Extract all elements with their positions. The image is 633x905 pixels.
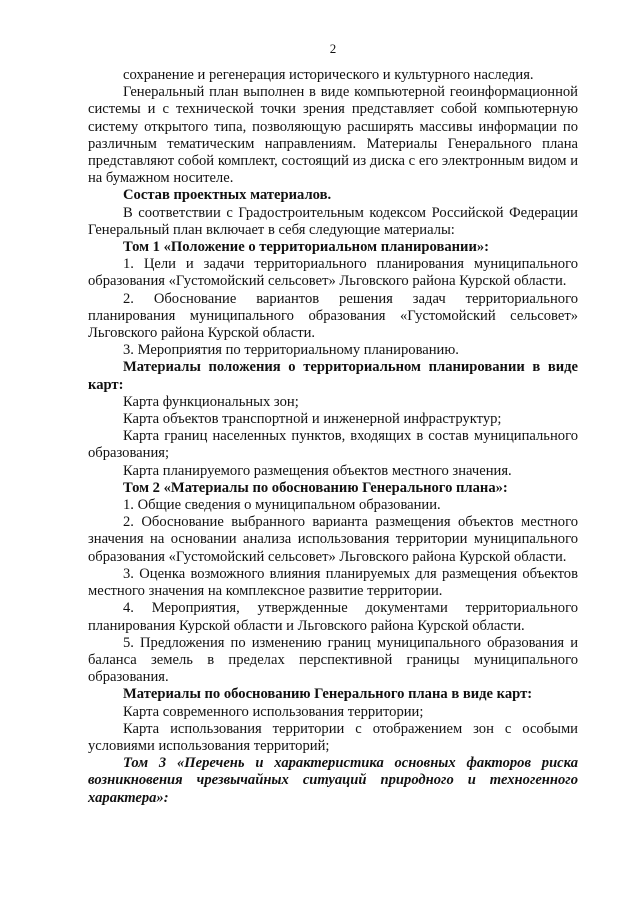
paragraph: Материалы положения о территориальном планировании в виде карт:	[88, 359, 578, 393]
document-body	[88, 67, 578, 807]
paragraph: 1. Цели и задачи территориального планирования муниципального образования «Густомойский сельсовет» Льговского района Курской области.	[88, 256, 578, 290]
paragraph: Карта границ населенных пунктов, входящих в состав муниципального образования;	[88, 428, 578, 462]
paragraph: Карта объектов транспортной и инженерной инфраструктур;	[123, 411, 502, 428]
paragraph: В соответствии с Градостроительным кодексом Российской Федерации Генеральный план включает в себя следующие материалы:	[88, 204, 578, 238]
paragraph: Том 2 «Материалы по обоснованию Генерального плана»:	[123, 479, 508, 496]
paragraph: 3. Оценка возможного влияния планируемых для размещения объектов местного значения на комплексное развитие территории.	[88, 565, 578, 600]
paragraph: 3. Мероприятия по территориальному планированию.	[123, 342, 459, 359]
paragraph: 4. Мероприятия, утвержденные документами территориального планирования Курской области и Льговского района Курской области.	[88, 600, 578, 634]
paragraph: 1. Общие сведения о муниципальном образовании.	[123, 497, 441, 514]
paragraph: Карта функциональных зон;	[123, 393, 299, 410]
paragraph: сохранение и регенерация исторического и культурного наследия.	[123, 67, 534, 83]
paragraph: Генеральный план выполнен в виде компьютерной геоинформационной системы и с технической точки зрения представляет собой компьютерную систему открытого типа, позволяющую расширять массивы информации по различным тематическим направлениям. Материалы Генерального плана представляют собой комплект, состоящий из диска с его электронным видом и на бумажном носителе.	[88, 84, 578, 187]
paragraph: Том 3 «Перечень и характеристика основных факторов риска возникновения чрезвычайных ситуаций природного и техногенного характера»:	[88, 755, 578, 806]
paragraph: Состав проектных материалов.	[123, 187, 332, 204]
paragraph: Материалы по обоснованию Генерального плана в виде карт:	[123, 686, 533, 703]
paragraph: 2. Обоснование выбранного варианта размещения объектов местного значения на основании анализа использования территории муниципального образования «Густомойский сельсовет» Льговского района Курской области.	[88, 514, 578, 565]
paragraph: Карта современного использования территории;	[123, 703, 424, 720]
paragraph: Карта использования территории с отображением зон с особыми условиями использования территорий;	[88, 720, 578, 754]
page-number: 2	[329, 41, 337, 56]
paragraph: Карта планируемого размещения объектов местного значения.	[123, 462, 512, 479]
paragraph: 2. Обоснование вариантов решения задач территориального планирования муниципального образования «Густомойский сельсовет» Льговского района Курской области.	[88, 290, 578, 342]
paragraph: 5. Предложения по изменению границ муниципального образования и баланса земель в пределах перспективной границы муниципального образования.	[88, 634, 578, 686]
paragraph: Том 1 «Положение о территориальном планировании»:	[123, 239, 490, 256]
